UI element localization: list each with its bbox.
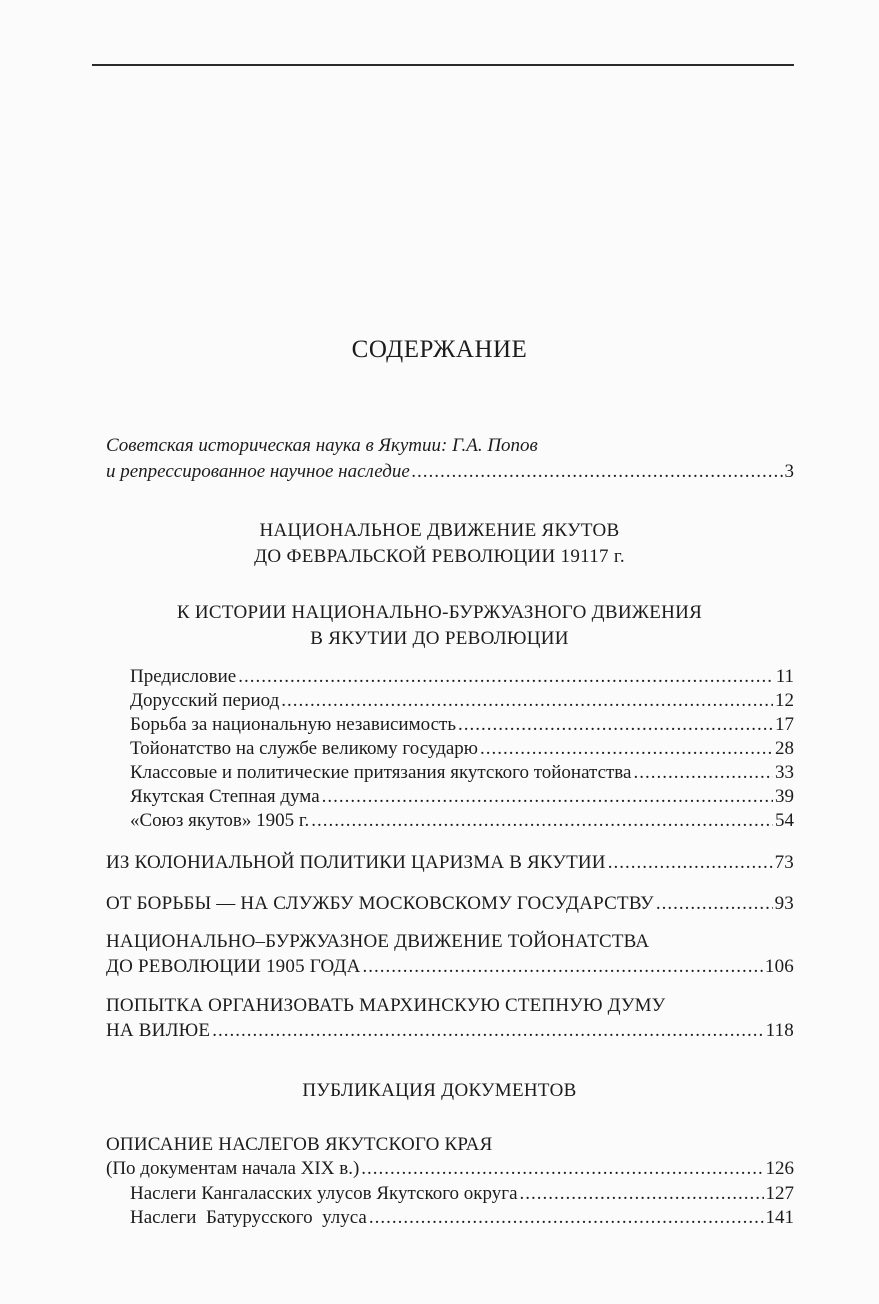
page-number: 126 (765, 1158, 794, 1179)
leader-dots (322, 785, 773, 809)
part2-heading: ПУБЛИКАЦИЯ ДОКУМЕНТОВ (302, 1080, 577, 1101)
toc-item (130, 785, 794, 809)
toc-item-label: Дорусский период (130, 690, 280, 711)
toc-entry-label: ДО РЕВОЛЮЦИИ 1905 ГОДА (106, 956, 361, 977)
page-number: 33 (775, 762, 794, 783)
toc-item (130, 1182, 794, 1206)
intro-entry-line1: Советская историческая наука в Якутии: Г.А. Попов (106, 435, 538, 456)
toc-entry-label: НА ВИЛЮЕ (106, 1020, 211, 1041)
page-title: СОДЕРЖАНИЕ (351, 336, 528, 363)
toc-item (130, 761, 794, 785)
intro-entry (106, 460, 794, 484)
page-number: 73 (774, 852, 794, 873)
leader-dots (311, 809, 773, 833)
page-number: 118 (765, 1020, 794, 1041)
page-number: 106 (764, 956, 794, 977)
section1-heading-line1: К ИСТОРИИ НАЦИОНАЛЬНО-БУРЖУАЗНОГО ДВИЖЕНИЯ (176, 602, 703, 623)
leader-dots (412, 460, 783, 484)
top-rule (92, 64, 794, 66)
toc-item-label: Наслеги Батурусского улуса (130, 1207, 367, 1228)
leader-dots (608, 851, 773, 875)
leader-dots (238, 665, 773, 689)
toc-item-label: Борьба за национальную независимость (130, 714, 456, 735)
toc-entry-national (106, 955, 794, 979)
toc-item-label: «Союз якутов» 1905 г. (130, 810, 310, 831)
page-number: 39 (775, 786, 794, 807)
leader-dots (361, 1157, 763, 1181)
toc-item (130, 665, 794, 689)
leader-dots (633, 761, 773, 785)
toc-item-label: Наслеги Кангаласских улусов Якутского округа (130, 1183, 518, 1204)
page-number: 12 (775, 690, 794, 711)
toc-entry-label: ИЗ КОЛОНИАЛЬНОЙ ПОЛИТИКИ ЦАРИЗМА В ЯКУТИИ (106, 852, 606, 873)
page-number: 17 (775, 714, 794, 735)
part1-heading-line2: ДО ФЕВРАЛЬСКОЙ РЕВОЛЮЦИИ 19117 г. (254, 546, 625, 567)
toc-entry-struggle (106, 892, 794, 916)
toc-item (130, 713, 794, 737)
toc-item-label: Тойонатство на службе великому государю (130, 738, 479, 759)
part1-heading-line1: НАЦИОНАЛЬНОЕ ДВИЖЕНИЕ ЯКУТОВ (259, 520, 620, 541)
toc-item-label: Классовые и политические притязания якутского тойонатства (130, 762, 632, 783)
page-number: 54 (775, 810, 794, 831)
toc-entry-national-line1: НАЦИОНАЛЬНО–БУРЖУАЗНОЕ ДВИЖЕНИЕ ТОЙОНАТСТВА (106, 931, 650, 952)
section1-heading-line2: В ЯКУТИИ ДО РЕВОЛЮЦИИ (310, 628, 569, 649)
page-number: 141 (765, 1207, 794, 1228)
leader-dots (363, 955, 763, 979)
toc-entry-documents (106, 1157, 794, 1181)
toc-item (130, 809, 794, 833)
leader-dots (480, 737, 773, 761)
toc-item (130, 689, 794, 713)
toc-entry-label: (По документам начала XIX в.) (106, 1158, 360, 1179)
page-number: 93 (774, 893, 794, 914)
intro-entry-line2: и репрессированное научное наследие (106, 461, 410, 482)
toc-entry-label: ОТ БОРЬБЫ — НА СЛУЖБУ МОСКОВСКОМУ ГОСУДАРСТВУ (106, 893, 654, 914)
toc-entry-attempt (106, 1019, 794, 1043)
toc-item (130, 737, 794, 761)
page-number: 3 (784, 461, 794, 482)
page-number: 28 (775, 738, 794, 759)
toc-item-label: Предисловие (130, 666, 237, 687)
toc-entry-colonial (106, 851, 794, 875)
page-number: 11 (775, 666, 794, 687)
toc-item-label: Якутская Степная дума (130, 786, 320, 807)
leader-dots (458, 713, 773, 737)
leader-dots (656, 892, 773, 916)
leader-dots (520, 1182, 764, 1206)
toc-entry-documents-line1: ОПИСАНИЕ НАСЛЕГОВ ЯКУТСКОГО КРАЯ (106, 1134, 493, 1155)
leader-dots (212, 1019, 763, 1043)
toc-item (130, 1206, 794, 1230)
toc-entry-attempt-line1: ПОПЫТКА ОРГАНИЗОВАТЬ МАРХИНСКУЮ СТЕПНУЮ ДУМУ (106, 995, 666, 1016)
leader-dots (369, 1206, 764, 1230)
page-number: 127 (765, 1183, 794, 1204)
leader-dots (281, 689, 773, 713)
